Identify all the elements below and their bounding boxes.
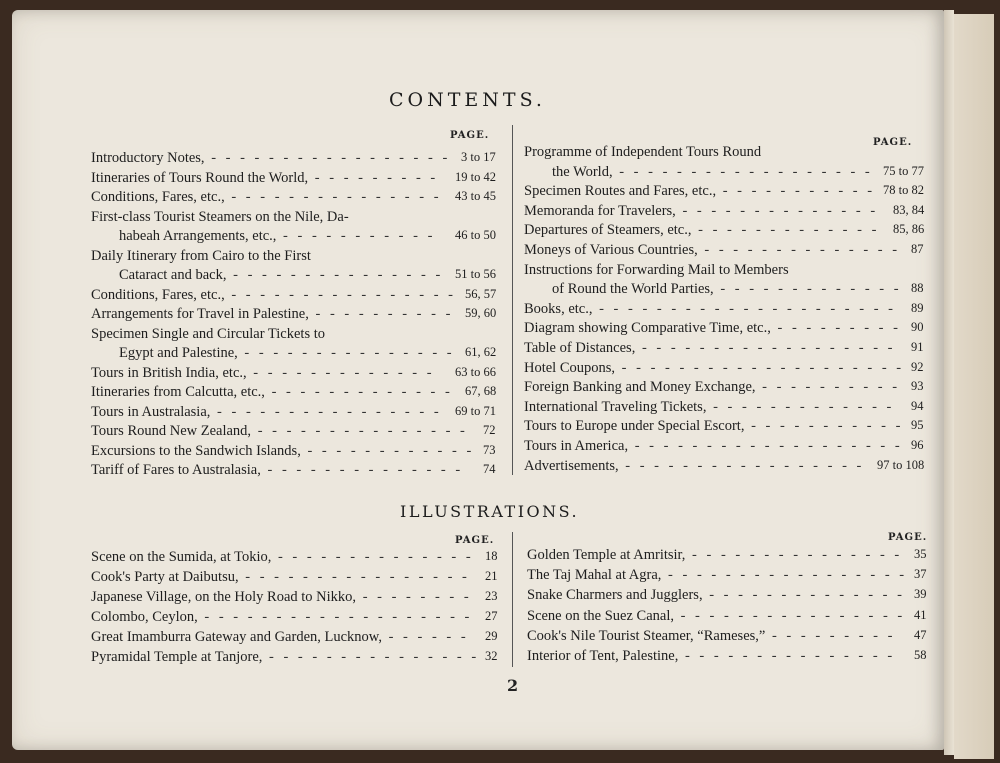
entry-page: 91 bbox=[911, 340, 924, 354]
list-item bbox=[91, 384, 497, 401]
list-item bbox=[91, 629, 498, 646]
leader-dots: - - - - - - - - - - - - - - - bbox=[262, 649, 480, 665]
list-item bbox=[524, 340, 924, 357]
leader-dots: - - - - - - - - - - bbox=[308, 306, 454, 322]
entry-page: 27 bbox=[485, 609, 498, 623]
entry-page: 74 bbox=[483, 462, 496, 476]
leader-dots: - - - - - - - - - - - - bbox=[300, 442, 475, 459]
entry-title: the World, bbox=[552, 163, 613, 180]
entry-page: 92 bbox=[911, 359, 924, 374]
contents-heading: CONTENTS. bbox=[389, 89, 546, 111]
page-number: 2 bbox=[507, 676, 519, 695]
leader-dots: - - - - - - - - - - - - - bbox=[246, 364, 435, 381]
entry-title: Memoranda for Travelers, bbox=[524, 202, 676, 219]
entry-page: 23 bbox=[485, 589, 498, 603]
book-spine bbox=[944, 10, 954, 755]
entry-page: 41 bbox=[914, 607, 927, 622]
leader-dots: - - - - - - - - bbox=[356, 589, 472, 605]
leader-dots: - - - - - - - - - - - - - - - - - - - bbox=[628, 438, 903, 454]
entry-page: 32 bbox=[485, 649, 498, 663]
list-item bbox=[524, 163, 924, 181]
entry-page: 56, 57 bbox=[465, 286, 497, 301]
entry-title: Tours in British India, etc., bbox=[91, 364, 247, 381]
entry-page: 89 bbox=[911, 300, 924, 315]
entry-page: 94 bbox=[911, 398, 924, 413]
entry-title: First-class Tourist Steamers on the Nile, Da- bbox=[91, 208, 349, 225]
list-item bbox=[91, 345, 497, 362]
entry-title: habeah Arrangements, etc., bbox=[119, 228, 277, 244]
entry-title: Specimen Routes and Fares, etc., bbox=[524, 183, 717, 200]
entry-title: Conditions, Fares, etc., bbox=[91, 286, 225, 303]
list-item bbox=[91, 364, 496, 382]
leader-dots: - - - - - - - - - - - - - bbox=[691, 222, 880, 239]
leader-dots: - - - - - - - - - - - bbox=[744, 418, 904, 435]
entry-title: Instructions for Forwarding Mail to Members bbox=[524, 261, 789, 278]
list-item bbox=[524, 320, 924, 337]
list-item bbox=[91, 150, 496, 167]
leader-dots: - - - - - - - - - - - - - - - bbox=[237, 345, 455, 361]
leader-dots: - - - - - - - - - - - - - - bbox=[697, 242, 901, 258]
leader-dots: - - - - - - - - - - - - - - - - - bbox=[661, 567, 908, 584]
entry-title: Tours to Europe under Special Escort, bbox=[524, 418, 745, 435]
list-item bbox=[91, 609, 498, 626]
entry-title: Table of Distances, bbox=[524, 340, 636, 356]
entry-page: 95 bbox=[911, 418, 924, 433]
entry-title: International Traveling Tickets, bbox=[524, 398, 707, 415]
leader-dots: - - - - - - - - - - bbox=[755, 379, 901, 396]
list-item bbox=[524, 202, 925, 220]
leader-dots: - - - - - - - - - - - bbox=[716, 183, 876, 200]
list-item bbox=[524, 222, 925, 239]
leader-dots: - - - - - - - - - - - - - - - - - - - - - bbox=[592, 300, 896, 317]
entry-title: Programme of Independent Tours Round bbox=[524, 144, 762, 160]
entry-page: 96 bbox=[911, 438, 924, 452]
list-item bbox=[524, 457, 925, 475]
entry-page: 47 bbox=[914, 627, 927, 642]
entry-page: 83, 84 bbox=[893, 202, 925, 217]
list-item bbox=[91, 228, 496, 245]
leader-dots: - - - - - - - - - - - - - - - bbox=[251, 423, 468, 439]
illus-page-label-left: PAGE. bbox=[455, 535, 495, 546]
entry-title: Great Imamburra Gateway and Garden, Lucknow, bbox=[91, 629, 382, 645]
list-item bbox=[91, 423, 496, 440]
entry-page: 61, 62 bbox=[465, 345, 497, 359]
list-item bbox=[524, 300, 924, 318]
entry-title: Arrangements for Travel in Palestine, bbox=[91, 306, 309, 322]
book-cover-edge bbox=[954, 14, 994, 759]
entry-page: 90 bbox=[911, 320, 924, 335]
list-item bbox=[524, 183, 924, 200]
entry-page: 69 to 71 bbox=[455, 403, 496, 418]
leader-dots: - - - - - - - - - - - - - - bbox=[675, 202, 879, 219]
entry-page: 87 bbox=[911, 242, 924, 256]
entry-page: 29 bbox=[485, 629, 498, 643]
leader-dots: - - - - - - - - - - - - - - - - - - - - bbox=[615, 359, 905, 376]
leader-dots: - - - - - - - - - bbox=[770, 320, 901, 337]
entry-title: Conditions, Fares, etc., bbox=[91, 189, 225, 205]
entry-title: Scene on the Suez Canal, bbox=[527, 607, 674, 624]
leader-dots: - - - - - - bbox=[381, 629, 469, 645]
entry-page: 59, 60 bbox=[465, 306, 497, 320]
entry-page: 58 bbox=[914, 648, 927, 662]
leader-dots: - - - - - - - - - - - - - - - bbox=[678, 648, 896, 664]
leader-dots: - - - - - - - - - - - - - bbox=[264, 384, 453, 400]
entry-page: 88 bbox=[911, 281, 924, 296]
entry-page: 46 to 50 bbox=[455, 228, 496, 242]
illus-column-divider bbox=[512, 532, 513, 667]
list-item bbox=[91, 189, 496, 206]
leader-dots: - - - - - - - - - - - - - - - - - - bbox=[612, 163, 873, 180]
list-item bbox=[91, 209, 349, 226]
entry-title: Specimen Single and Circular Tickets to bbox=[91, 325, 325, 342]
list-item bbox=[91, 169, 496, 187]
entry-title: Itineraries from Calcutta, etc., bbox=[91, 384, 265, 400]
leader-dots: - - - - - - - - - - - - - - - - bbox=[673, 607, 906, 624]
entry-title: Tours Round New Zealand, bbox=[91, 423, 252, 439]
entry-page: 3 to 17 bbox=[461, 150, 496, 164]
entry-title: of Round the World Parties, bbox=[552, 281, 714, 298]
entry-title: Introductory Notes, bbox=[91, 150, 205, 166]
entry-title: Tours in America, bbox=[524, 438, 629, 454]
list-item bbox=[91, 267, 496, 284]
entry-title: Hotel Coupons, bbox=[524, 359, 616, 376]
leader-dots: - - - - - - - - - - - - - - - - - bbox=[204, 150, 451, 166]
list-item bbox=[91, 569, 498, 586]
illustrations-heading: ILLUSTRATIONS. bbox=[400, 502, 580, 521]
entry-title: Cook's Party at Daibutsu, bbox=[91, 569, 239, 585]
leader-dots: - - - - - - - - - - - - - bbox=[713, 281, 902, 298]
entry-title: The Taj Mahal at Agra, bbox=[527, 567, 662, 584]
entry-title: Cook's Nile Tourist Steamer, “Rameses,” bbox=[527, 627, 766, 644]
entry-title: Moneys of Various Countries, bbox=[524, 242, 698, 258]
entry-title: Books, etc., bbox=[524, 300, 593, 317]
entry-page: 93 bbox=[911, 379, 924, 394]
entry-page: 19 to 42 bbox=[455, 169, 496, 184]
list-item bbox=[524, 379, 924, 396]
entry-page: 67, 68 bbox=[465, 384, 497, 398]
list-item bbox=[91, 442, 496, 460]
list-item bbox=[91, 286, 497, 304]
entry-page: 18 bbox=[485, 549, 498, 563]
entry-page: 35 bbox=[914, 547, 927, 561]
list-item bbox=[91, 403, 496, 421]
leader-dots: - - - - - - - - - - - - - bbox=[706, 398, 895, 415]
leader-dots: - - - - - - - - - - - - - - - - - bbox=[618, 457, 865, 474]
entry-title: Scene on the Sumida, at Tokio, bbox=[91, 549, 272, 565]
entry-title: Foreign Banking and Money Exchange, bbox=[524, 379, 756, 396]
list-item bbox=[91, 248, 311, 265]
list-item bbox=[527, 547, 927, 564]
list-item bbox=[524, 418, 924, 435]
leader-dots: - - - - - - - - - - - - - - - - bbox=[224, 286, 456, 303]
entry-page: 72 bbox=[483, 423, 496, 437]
illus-page-label-right: PAGE. bbox=[888, 532, 928, 543]
column-divider bbox=[512, 125, 513, 475]
entry-title: Snake Charmers and Jugglers, bbox=[527, 587, 703, 604]
entry-title: Advertisements, bbox=[524, 457, 619, 474]
list-item bbox=[524, 281, 924, 298]
entry-title: Golden Temple at Amritsir, bbox=[527, 547, 686, 563]
entry-page: 75 to 77 bbox=[883, 163, 924, 178]
list-item bbox=[524, 438, 924, 455]
entry-page: 43 to 45 bbox=[455, 189, 496, 203]
entry-page: 51 to 56 bbox=[455, 267, 496, 281]
list-item bbox=[91, 589, 498, 606]
leader-dots: - - - - - - - - - - - - - - - - - - - bbox=[197, 609, 473, 625]
entry-title: Excursions to the Sandwich Islands, bbox=[91, 442, 301, 459]
entry-title: Departures of Steamers, etc., bbox=[524, 222, 692, 239]
leader-dots: - - - - - - - - - - - - - - bbox=[260, 462, 464, 478]
list-item bbox=[524, 242, 924, 259]
entry-page: 97 to 108 bbox=[877, 457, 925, 472]
list-item bbox=[524, 144, 761, 161]
entry-page: 21 bbox=[485, 569, 498, 583]
list-item bbox=[524, 398, 924, 416]
entry-title: Colombo, Ceylon, bbox=[91, 609, 198, 625]
entry-title: Itineraries of Tours Round the World, bbox=[91, 169, 309, 186]
entry-page: 39 bbox=[914, 587, 927, 602]
leader-dots: - - - - - - - - - - - - - - bbox=[271, 549, 474, 565]
entry-title: Interior of Tent, Palestine, bbox=[527, 648, 679, 664]
list-item bbox=[524, 262, 789, 279]
leader-dots: - - - - - - - - - - - - - - - bbox=[226, 267, 444, 283]
leader-dots: - - - - - - - - - bbox=[765, 627, 896, 644]
leader-dots: - - - - - - - - - - - bbox=[276, 228, 436, 244]
list-item bbox=[527, 567, 927, 584]
list-item bbox=[527, 587, 927, 604]
leader-dots: - - - - - - - - - - - - - - bbox=[702, 587, 905, 604]
list-item bbox=[527, 648, 927, 665]
entry-title: Tariff of Fares to Australasia, bbox=[91, 462, 261, 478]
entry-page: 78 to 82 bbox=[883, 183, 924, 198]
entry-title: Pyramidal Temple at Tanjore, bbox=[91, 649, 263, 665]
entry-title: Cataract and back, bbox=[119, 267, 227, 283]
entry-title: Japanese Village, on the Holy Road to Nikko, bbox=[91, 589, 357, 605]
list-item bbox=[524, 359, 924, 377]
page-label-left: PAGE. bbox=[450, 130, 490, 141]
entry-title: Tours in Australasia, bbox=[91, 403, 211, 420]
entry-page: 85, 86 bbox=[893, 222, 925, 237]
entry-title: Daily Itinerary from Cairo to the First bbox=[91, 247, 311, 264]
list-item bbox=[527, 607, 927, 625]
page-label-right: PAGE. bbox=[873, 137, 913, 148]
list-item bbox=[91, 462, 496, 479]
leader-dots: - - - - - - - - - - - - - - - bbox=[685, 547, 903, 563]
list-item bbox=[91, 549, 498, 566]
list-item bbox=[91, 306, 497, 323]
leader-dots: - - - - - - - - - - - - - - - - - - bbox=[635, 340, 896, 356]
list-item bbox=[527, 627, 927, 645]
list-item bbox=[91, 649, 498, 666]
leader-dots: - - - - - - - - - - - - - - - - bbox=[210, 403, 442, 420]
leader-dots: - - - - - - - - - bbox=[308, 169, 439, 186]
leader-dots: - - - - - - - - - - - - - - - - bbox=[238, 569, 470, 585]
entry-page: 73 bbox=[483, 442, 496, 457]
entry-title: Egypt and Palestine, bbox=[119, 345, 238, 361]
leader-dots: - - - - - - - - - - - - - - - bbox=[224, 189, 442, 205]
entry-title: Diagram showing Comparative Time, etc., bbox=[524, 320, 771, 337]
entry-page: 63 to 66 bbox=[455, 364, 496, 379]
entry-page: 37 bbox=[914, 567, 927, 582]
list-item bbox=[91, 326, 325, 343]
